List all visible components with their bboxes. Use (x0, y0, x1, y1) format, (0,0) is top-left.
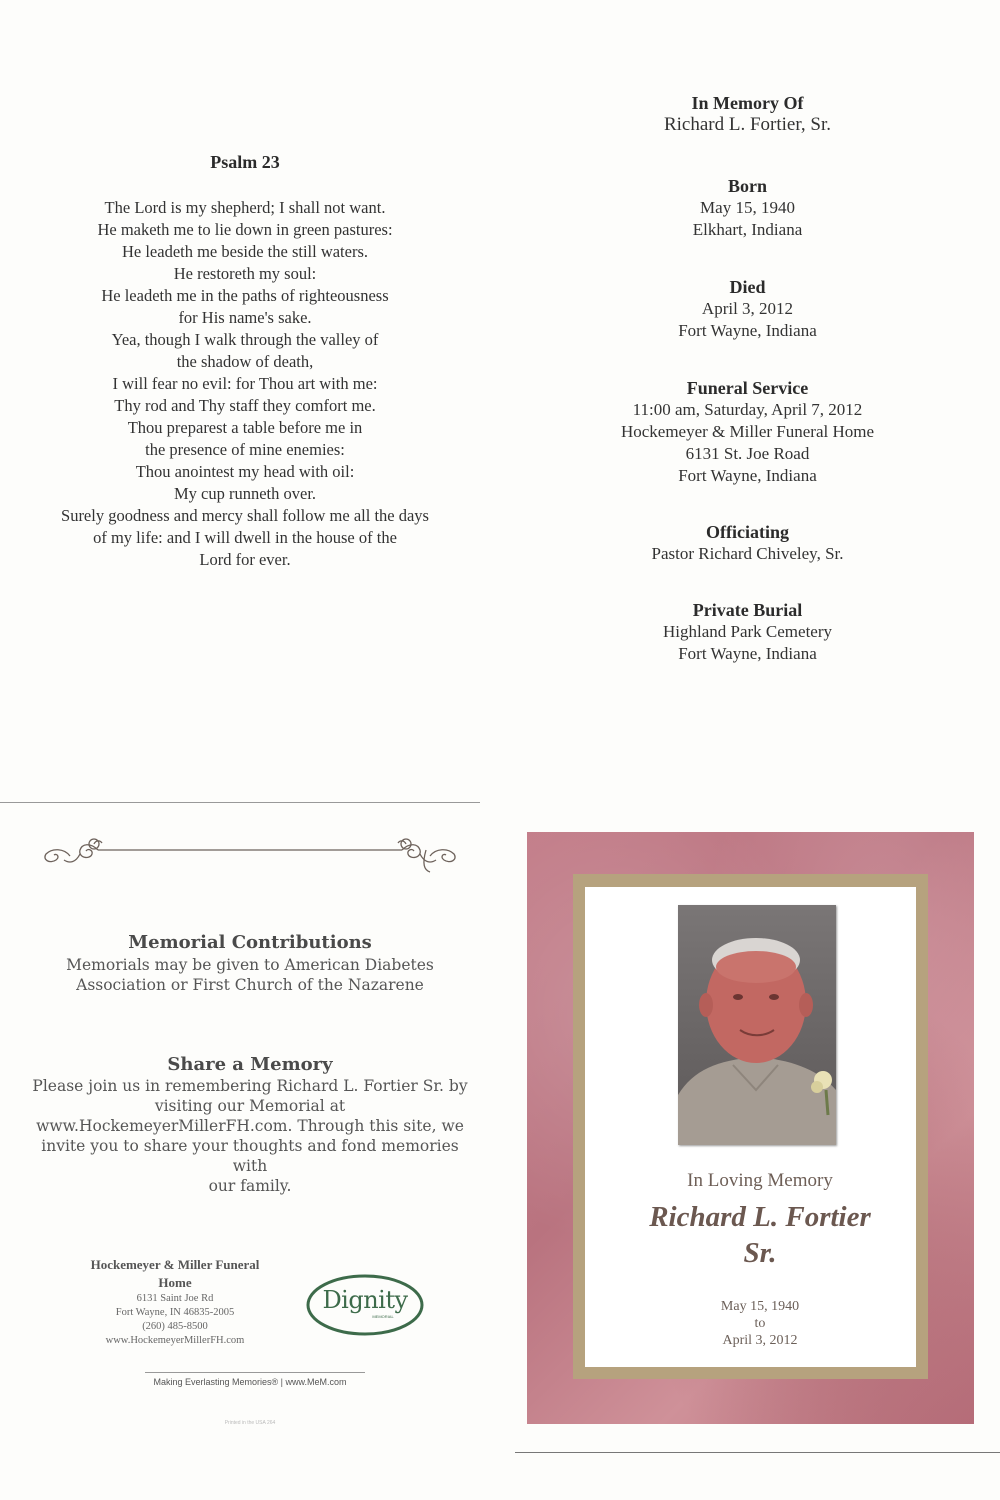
psalm-line: Thou preparest a table before me in (127, 418, 363, 437)
share-memory-heading: Share a Memory (167, 1054, 333, 1075)
psalm-line: of my life: and I will dwell in the house of the (93, 528, 397, 547)
burial-place: Highland Park Cemetery (662, 622, 832, 641)
psalm-line: Lord for ever. (199, 550, 291, 569)
dignity-logo-subtext: MEMORIAL (372, 1314, 394, 1319)
ornament-flourish-icon (30, 830, 470, 874)
share-line: our family. (208, 1177, 292, 1195)
cover-name-line: Sr. (743, 1237, 777, 1269)
footer-rule (145, 1372, 365, 1373)
officiating-heading: Officiating (706, 522, 789, 542)
cover-name-line: Richard L. Fortier (649, 1201, 871, 1233)
in-memory-block (560, 92, 935, 136)
funeral-home-website[interactable]: www.HockemeyerMillerFH.com (105, 1335, 245, 1346)
cover-to: to (754, 1316, 766, 1331)
funeral-service-block (560, 377, 935, 487)
funeral-home-name-line: Home (158, 1275, 192, 1290)
born-heading: Born (727, 176, 767, 196)
psalm-title: Psalm 23 (210, 152, 280, 172)
page-divider (515, 1452, 1000, 1453)
portrait-photo (678, 905, 836, 1145)
psalm-line: the presence of mine enemies: (145, 440, 345, 459)
page-divider (0, 802, 480, 803)
died-date: April 3, 2012 (701, 299, 794, 318)
print-note: Printed in the USA 264 (224, 1420, 276, 1426)
psalm-text (20, 197, 470, 571)
died-place: Fort Wayne, Indiana (678, 321, 817, 340)
died-heading: Died (729, 277, 766, 297)
deceased-name: Richard L. Fortier, Sr. (663, 114, 832, 135)
contributions-line: Memorials may be given to American Diabetes (66, 956, 434, 974)
officiating-block (560, 521, 935, 565)
service-time: 11:00 am, Saturday, April 7, 2012 (632, 400, 863, 419)
contributions-line: Association or First Church of the Nazarene (76, 976, 424, 994)
contributions-text (30, 955, 470, 995)
contributions-heading: Memorial Contributions (128, 932, 372, 953)
dignity-logo-text: Dignity (322, 1286, 408, 1314)
cover-dates (600, 1298, 920, 1349)
funeral-service-heading: Funeral Service (686, 378, 809, 398)
born-date: May 15, 1940 (700, 198, 795, 217)
psalm-line: Thou anointest my head with oil: (135, 462, 355, 481)
funeral-home-name-line: Hockemeyer & Miller Funeral (90, 1257, 260, 1272)
funeral-home-city: Fort Wayne, IN 46835-2005 (115, 1307, 235, 1318)
in-memory-heading: In Memory Of (691, 93, 804, 113)
burial-heading: Private Burial (692, 600, 803, 620)
psalm-line: the shadow of death, (176, 352, 314, 371)
psalm-line: Thy rod and Thy staff they comfort me. (114, 396, 376, 415)
psalm-line: Surely goodness and mercy shall follow me all the days (61, 506, 429, 525)
born-block (560, 175, 935, 241)
funeral-home-address: 6131 Saint Joe Rd (136, 1293, 214, 1304)
cover-name (600, 1199, 920, 1271)
share-line: visiting our Memorial at (154, 1097, 346, 1115)
psalm-line: He maketh me to lie down in green pastures: (97, 220, 393, 239)
funeral-home-name (70, 1256, 280, 1292)
burial-city: Fort Wayne, Indiana (678, 644, 817, 663)
burial-block (560, 599, 935, 665)
share-line: www.HockemeyerMillerFH.com. Through this site, we (36, 1117, 464, 1135)
psalm-line: He leadeth me in the paths of righteousness (101, 286, 389, 305)
died-block (560, 276, 935, 342)
funeral-home-details (70, 1292, 280, 1348)
portrait-illustration (678, 905, 836, 1145)
psalm-line: The Lord is my shepherd; I shall not want. (104, 198, 386, 217)
cover-death-date: April 3, 2012 (722, 1333, 798, 1348)
psalm-line: He restoreth my soul: (173, 264, 317, 283)
psalm-line: He leadeth me beside the still waters. (121, 242, 369, 261)
service-address: 6131 St. Joe Road (685, 444, 810, 463)
officiant-name: Pastor Richard Chiveley, Sr. (651, 544, 844, 563)
psalm-line: Yea, though I walk through the valley of (111, 330, 379, 349)
share-line: invite you to share your thoughts and fond memories with (41, 1137, 459, 1175)
share-line: Please join us in remembering Richard L. Fortier Sr. by (32, 1077, 468, 1095)
psalm-line: for His name's sake. (178, 308, 312, 327)
funeral-home-phone: (260) 485-8500 (142, 1321, 208, 1332)
service-city: Fort Wayne, Indiana (678, 466, 817, 485)
dignity-logo-icon (305, 1273, 425, 1337)
share-memory-text (30, 1076, 470, 1196)
cover-subtitle: In Loving Memory (687, 1170, 833, 1191)
cover-birth-date: May 15, 1940 (720, 1299, 800, 1314)
service-venue: Hockemeyer & Miller Funeral Home (620, 422, 875, 441)
footer-text: Making Everlasting Memories® | www.MeM.com (153, 1377, 347, 1387)
psalm-line: I will fear no evil: for Thou art with me: (112, 374, 378, 393)
born-place: Elkhart, Indiana (692, 220, 803, 239)
psalm-line: My cup runneth over. (173, 484, 317, 503)
